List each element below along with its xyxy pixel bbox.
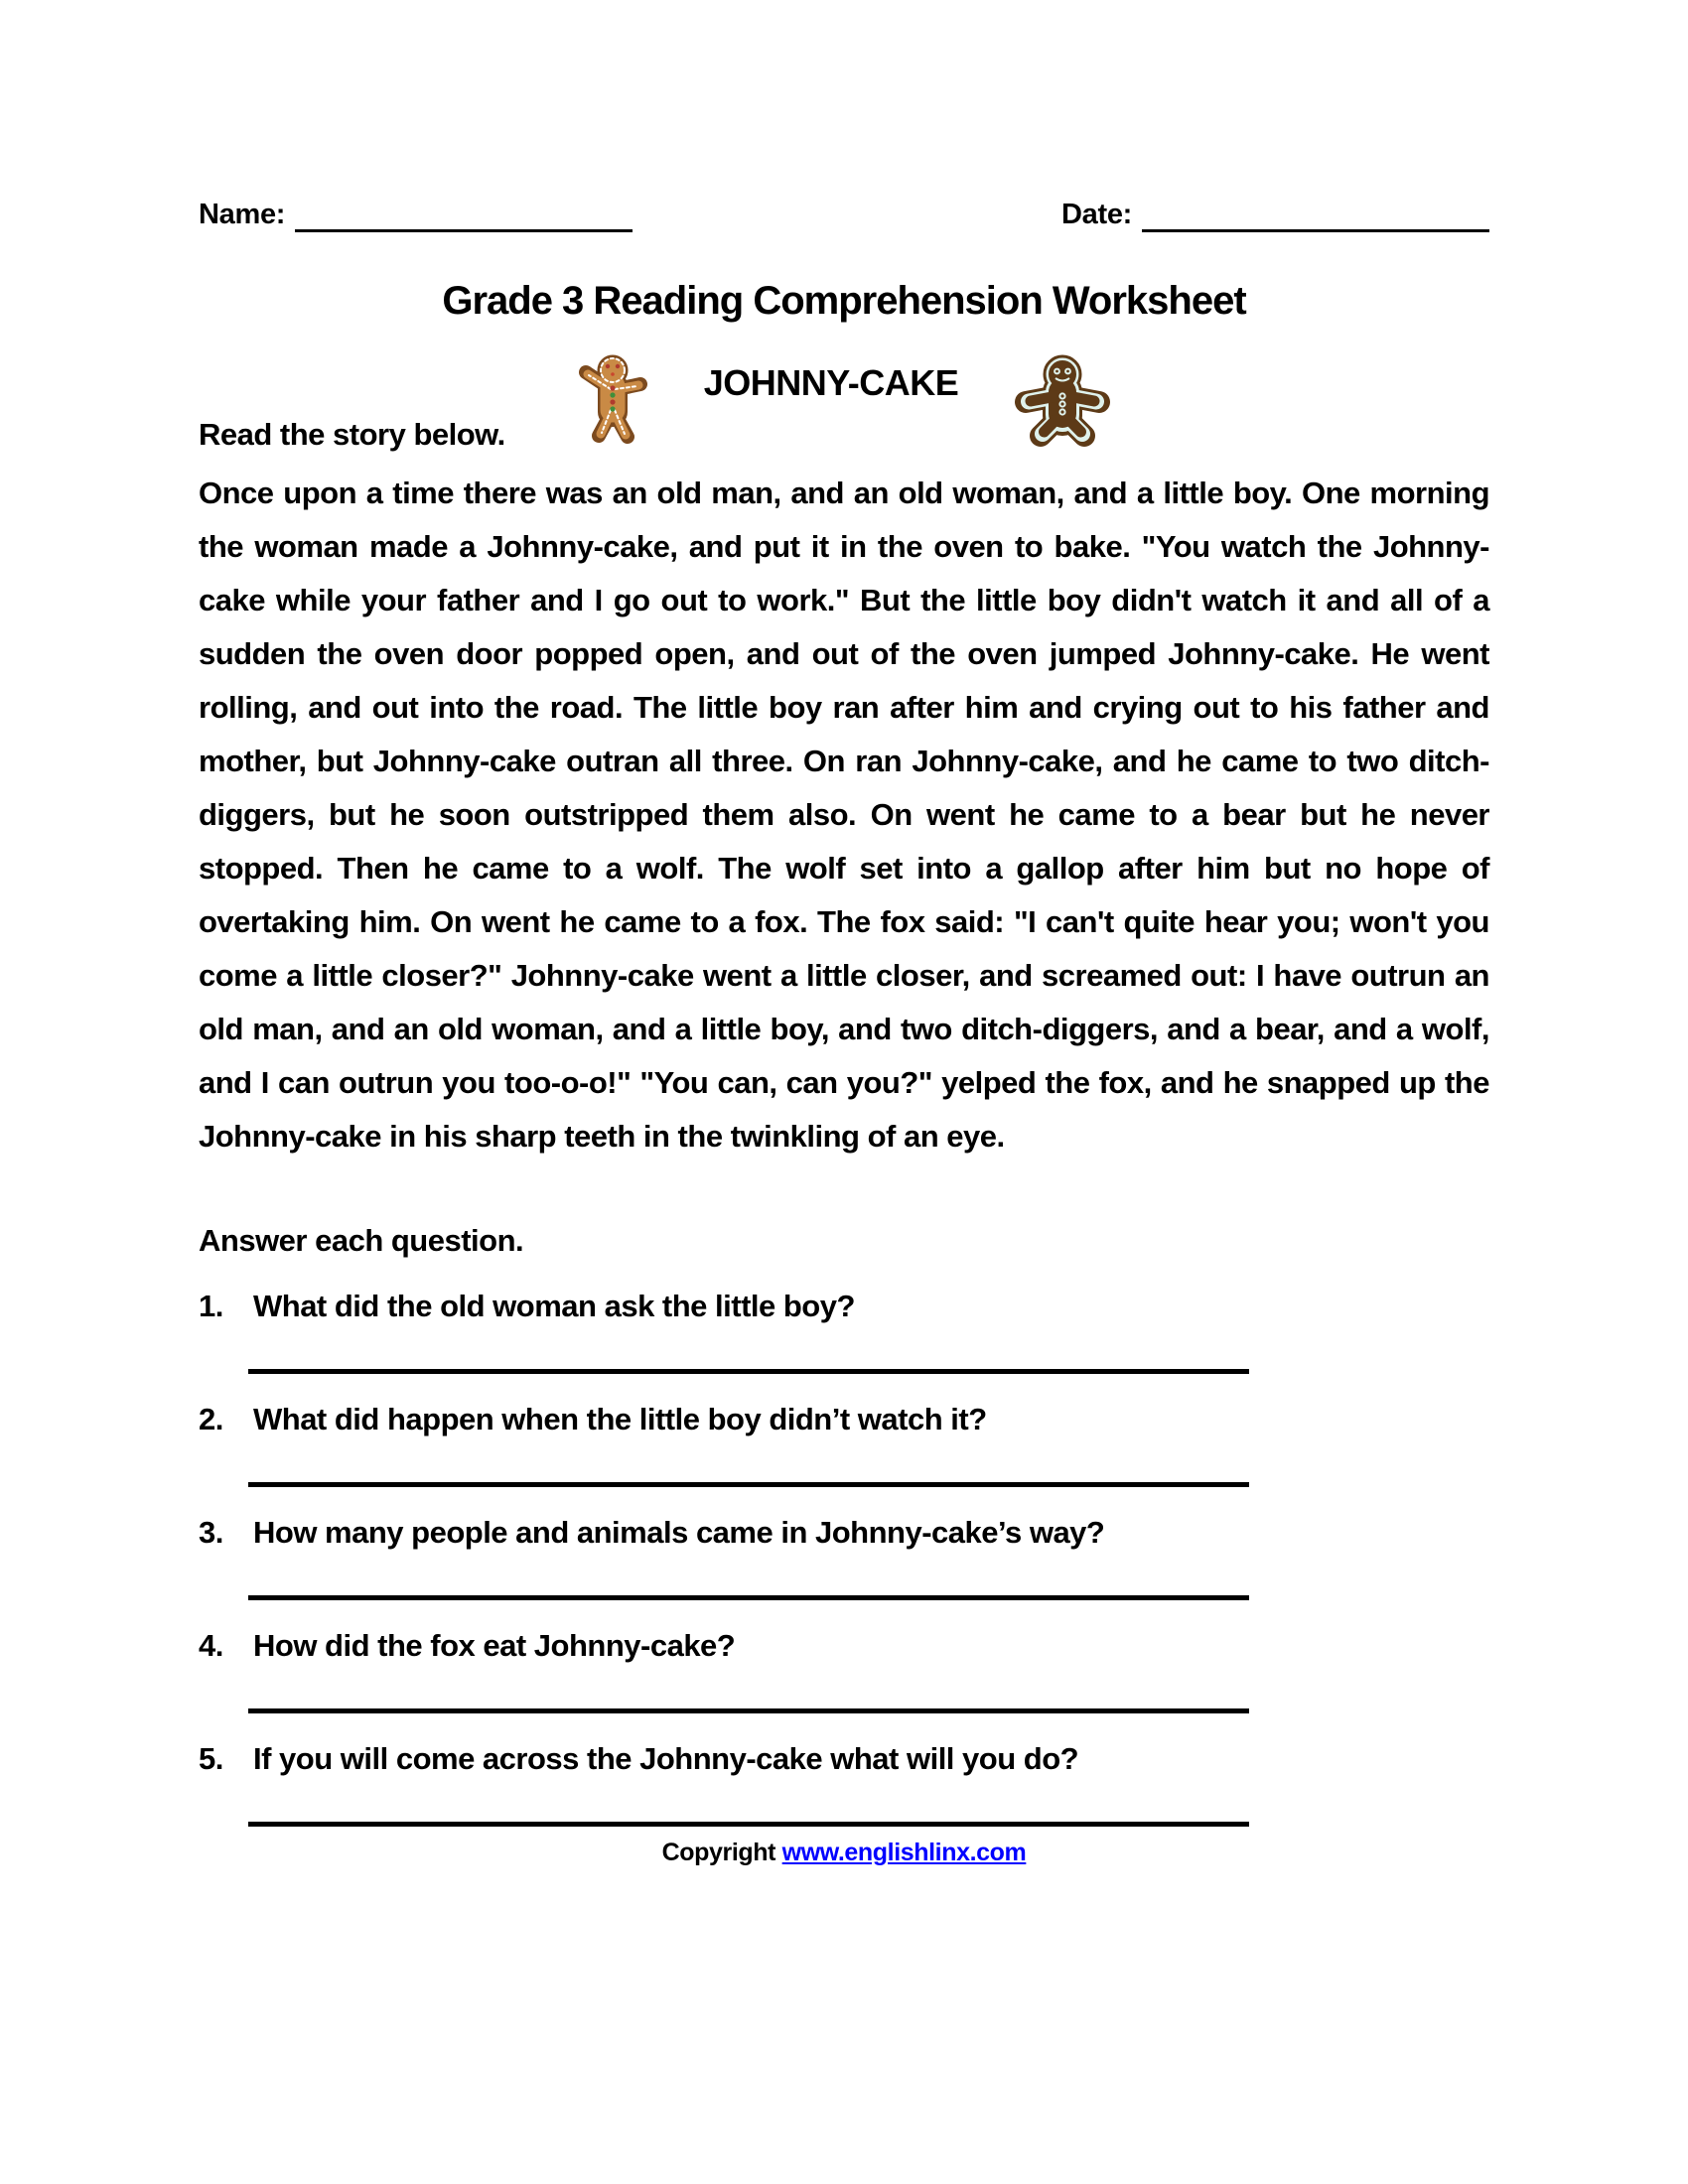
answer-line-5 [248, 1822, 1249, 1827]
name-label: Name: [199, 199, 286, 230]
question-1 [199, 1287, 1489, 1326]
name-blank-line [295, 203, 633, 232]
name-date-row [199, 0, 1489, 232]
answer-instruction: Answer each question. [199, 1223, 524, 1258]
gingerbread-man-light-icon [573, 352, 652, 447]
question-2-text: What did happen when the little boy didn’t watch it? [253, 1402, 987, 1436]
question-4 [199, 1626, 1489, 1666]
question-3-number: 3. [199, 1515, 223, 1550]
story-title: JOHNNY-CAKE [703, 362, 959, 403]
answer-line-1 [248, 1369, 1249, 1374]
page-title: Grade 3 Reading Comprehension Worksheet [442, 279, 1246, 323]
answer-line-4 [248, 1708, 1249, 1713]
question-1-text: What did the old woman ask the little boy? [253, 1289, 855, 1323]
question-2-number: 2. [199, 1402, 223, 1436]
story-text: Once upon a time there was an old man, and an old woman, and a little boy. One morning the woman made a Johnny-cake, and put it in the oven to bake. "You watch the Johnny-cake while your father and I go out to work." But the little boy didn't watch it and all of a sudden the oven door popped open, and out of the oven jumped Johnny-cake. He went rolling, and out into the road. The little boy ran after him and crying out to his father and mother, but Johnny-cake outran all three. On ran Johnny-cake, and he came to two ditch-diggers, but he soon outstripped them also. On went he came to a bear but he never stopped. Then he came to a wolf. The wolf set into a gallop after him but no hope of overtaking him. On went he came to a fox. The fox said: "I can't quite hear you; won't you come a little closer?" Johnny-cake went a little closer, and screamed out: I have outrun an old man, and an old woman, and a little boy, and two ditch-diggers, and a bear, and a wolf, and I can outrun you too-o-o!" "You can, can you?" yelped the fox, and he snapped up the Johnny-cake in his sharp teeth in the twinkling of an eye. [199, 476, 1489, 1154]
question-4-text: How did the fox eat Johnny-cake? [253, 1628, 736, 1663]
copyright-label: Copyright [661, 1839, 782, 1866]
name-field [199, 197, 633, 232]
question-5-number: 5. [199, 1741, 223, 1776]
date-blank-line [1142, 203, 1489, 232]
question-2 [199, 1400, 1489, 1439]
question-3 [199, 1513, 1489, 1553]
question-5-text: If you will come across the Johnny-cake what will you do? [253, 1741, 1079, 1776]
question-5 [199, 1739, 1489, 1779]
gingerbread-man-dark-icon [1010, 352, 1115, 447]
read-instruction: Read the story below. [199, 417, 505, 452]
answer-line-2 [248, 1482, 1249, 1487]
footer [199, 1839, 1489, 1867]
date-label: Date: [1060, 199, 1132, 230]
answer-line-3 [248, 1595, 1249, 1600]
date-field [1061, 197, 1489, 232]
question-1-number: 1. [199, 1289, 223, 1323]
copyright-link[interactable]: www.englishlinx.com [781, 1839, 1027, 1866]
question-4-number: 4. [199, 1628, 223, 1663]
question-3-text: How many people and animals came in Johnny-cake’s way? [253, 1515, 1105, 1550]
